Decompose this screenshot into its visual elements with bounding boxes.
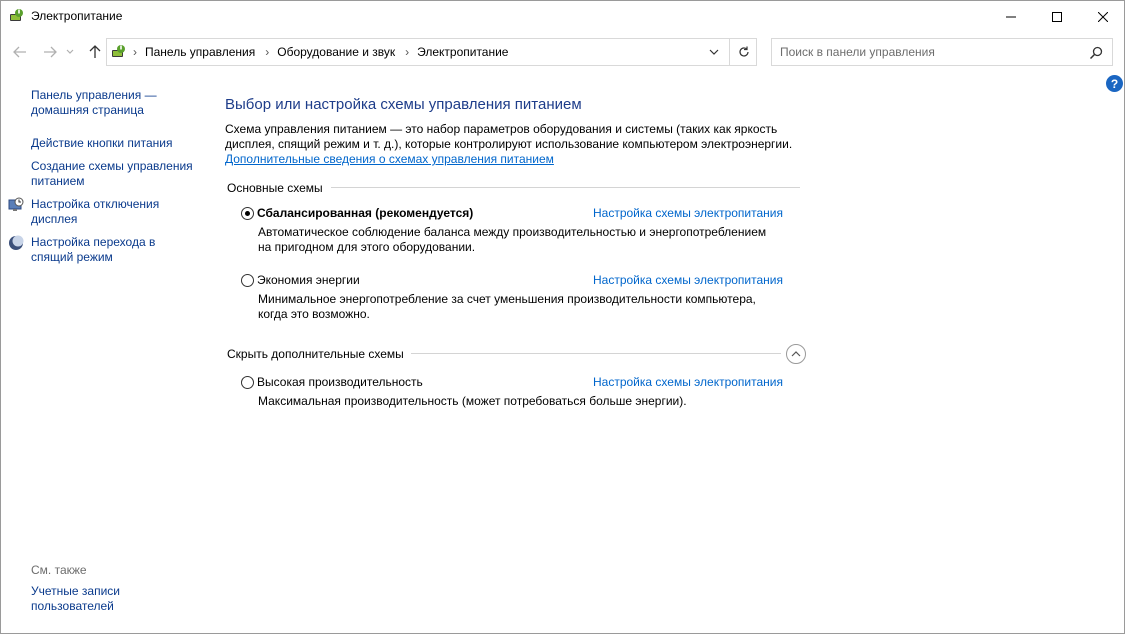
breadcrumb-separator[interactable]: › (133, 45, 137, 59)
link-line: дисплея (31, 212, 78, 226)
description-line: когда это возможно. (258, 307, 370, 321)
group-divider (411, 353, 781, 354)
more-info-link[interactable]: Дополнительные сведения о схемах управления питанием (225, 152, 554, 166)
breadcrumb-separator[interactable]: › (265, 45, 270, 59)
breadcrumb-power-options[interactable]: Электропитание (417, 45, 509, 59)
power-button-action-link[interactable] (31, 136, 173, 151)
power-saver-plan-settings-link[interactable]: Настройка схемы электропитания (593, 273, 783, 287)
close-icon (1098, 12, 1108, 22)
link-line: питанием (31, 174, 85, 188)
power-options-icon (111, 44, 127, 60)
navigation-bar (1, 32, 1124, 72)
arrow-left-icon (13, 46, 27, 58)
balanced-plan-radio[interactable] (241, 207, 254, 220)
maximize-button[interactable] (1034, 1, 1080, 32)
help-icon[interactable]: ? (1106, 75, 1123, 92)
minimize-icon (1006, 12, 1016, 22)
address-dropdown-button[interactable] (700, 39, 728, 65)
search-box[interactable] (771, 38, 1113, 66)
basic-plans-heading: Основные схемы (227, 181, 323, 195)
description-line: Схема управления питанием — это набор параметров оборудования и системы (таких как яркость (225, 122, 778, 136)
breadcrumb-hardware-sound[interactable]: Оборудование и звук (277, 45, 396, 59)
link-line: Панель управления — (31, 88, 157, 102)
see-also-heading: См. также (31, 563, 87, 577)
breadcrumb-control-panel[interactable]: Панель управления (145, 45, 256, 59)
power-saver-plan-description (258, 292, 798, 322)
description-line: Максимальная производительность (может потребоваться больше энергии). (258, 394, 687, 408)
description-line: Автоматическое соблюдение баланса между производительностью и энергопотреблением (258, 225, 767, 239)
minimize-button[interactable] (988, 1, 1034, 32)
page-description (225, 122, 825, 152)
display-timer-icon (8, 197, 24, 213)
search-icon[interactable] (1088, 45, 1104, 61)
control-panel-home-link[interactable] (31, 88, 157, 118)
high-performance-plan-radio[interactable] (241, 376, 254, 389)
description-line: дисплея, спящий режим и т. д.), которые контролируют использование компьютером электроэнергии. (225, 137, 793, 151)
recent-locations-button[interactable] (64, 42, 76, 62)
group-divider (331, 187, 800, 188)
back-button[interactable] (10, 42, 30, 62)
high-performance-plan-name[interactable]: Высокая производительность (257, 375, 423, 389)
forward-button[interactable] (40, 42, 60, 62)
high-performance-plan-settings-link[interactable]: Настройка схемы электропитания (593, 375, 783, 389)
refresh-icon (738, 46, 750, 58)
link-line: Учетные записи (31, 584, 120, 598)
link-line: Настройка перехода в (31, 235, 156, 249)
chevron-down-icon (709, 49, 719, 55)
sleep-moon-icon (8, 235, 24, 251)
link-line: Создание схемы управления (31, 159, 193, 173)
link-line: спящий режим (31, 250, 113, 264)
page-title: Выбор или настройка схемы управления питанием (225, 96, 582, 113)
window-title: Электропитание (31, 9, 123, 23)
link-line: пользователей (31, 599, 114, 613)
breadcrumb (133, 45, 518, 59)
up-button[interactable] (85, 42, 105, 62)
search-input[interactable] (772, 39, 1082, 65)
close-button[interactable] (1080, 1, 1125, 32)
balanced-plan-settings-link[interactable]: Настройка схемы электропитания (593, 206, 783, 220)
maximize-icon (1052, 12, 1062, 22)
collapse-additional-plans-button[interactable] (786, 344, 806, 364)
display-off-settings-link[interactable] (31, 197, 159, 227)
link-line: Действие кнопки питания (31, 136, 173, 150)
chevron-down-icon (66, 49, 74, 55)
arrow-up-icon (89, 45, 101, 59)
high-performance-plan-description (258, 394, 798, 409)
power-saver-plan-name[interactable]: Экономия энергии (257, 273, 360, 287)
balanced-plan-name[interactable]: Сбалансированная (рекомендуется) (257, 206, 474, 220)
chevron-up-icon (791, 351, 801, 357)
power-options-icon (9, 8, 25, 24)
sleep-settings-link[interactable] (31, 235, 155, 265)
power-saver-plan-radio[interactable] (241, 274, 254, 287)
create-power-plan-link[interactable] (31, 159, 193, 189)
address-bar[interactable] (106, 38, 757, 66)
title-bar (1, 1, 1124, 32)
arrow-right-icon (43, 46, 57, 58)
description-line: Минимальное энергопотребление за счет уменьшения производительности компьютера, (258, 292, 756, 306)
breadcrumb-separator[interactable]: › (405, 45, 410, 59)
link-line: домашняя страница (31, 103, 144, 117)
balanced-plan-description (258, 225, 798, 255)
description-line: на пригодном для этого оборудовании. (258, 240, 476, 254)
additional-plans-heading[interactable]: Скрыть дополнительные схемы (227, 347, 404, 361)
refresh-button[interactable] (729, 39, 757, 65)
user-accounts-link[interactable] (31, 584, 120, 614)
link-line: Настройка отключения (31, 197, 160, 211)
